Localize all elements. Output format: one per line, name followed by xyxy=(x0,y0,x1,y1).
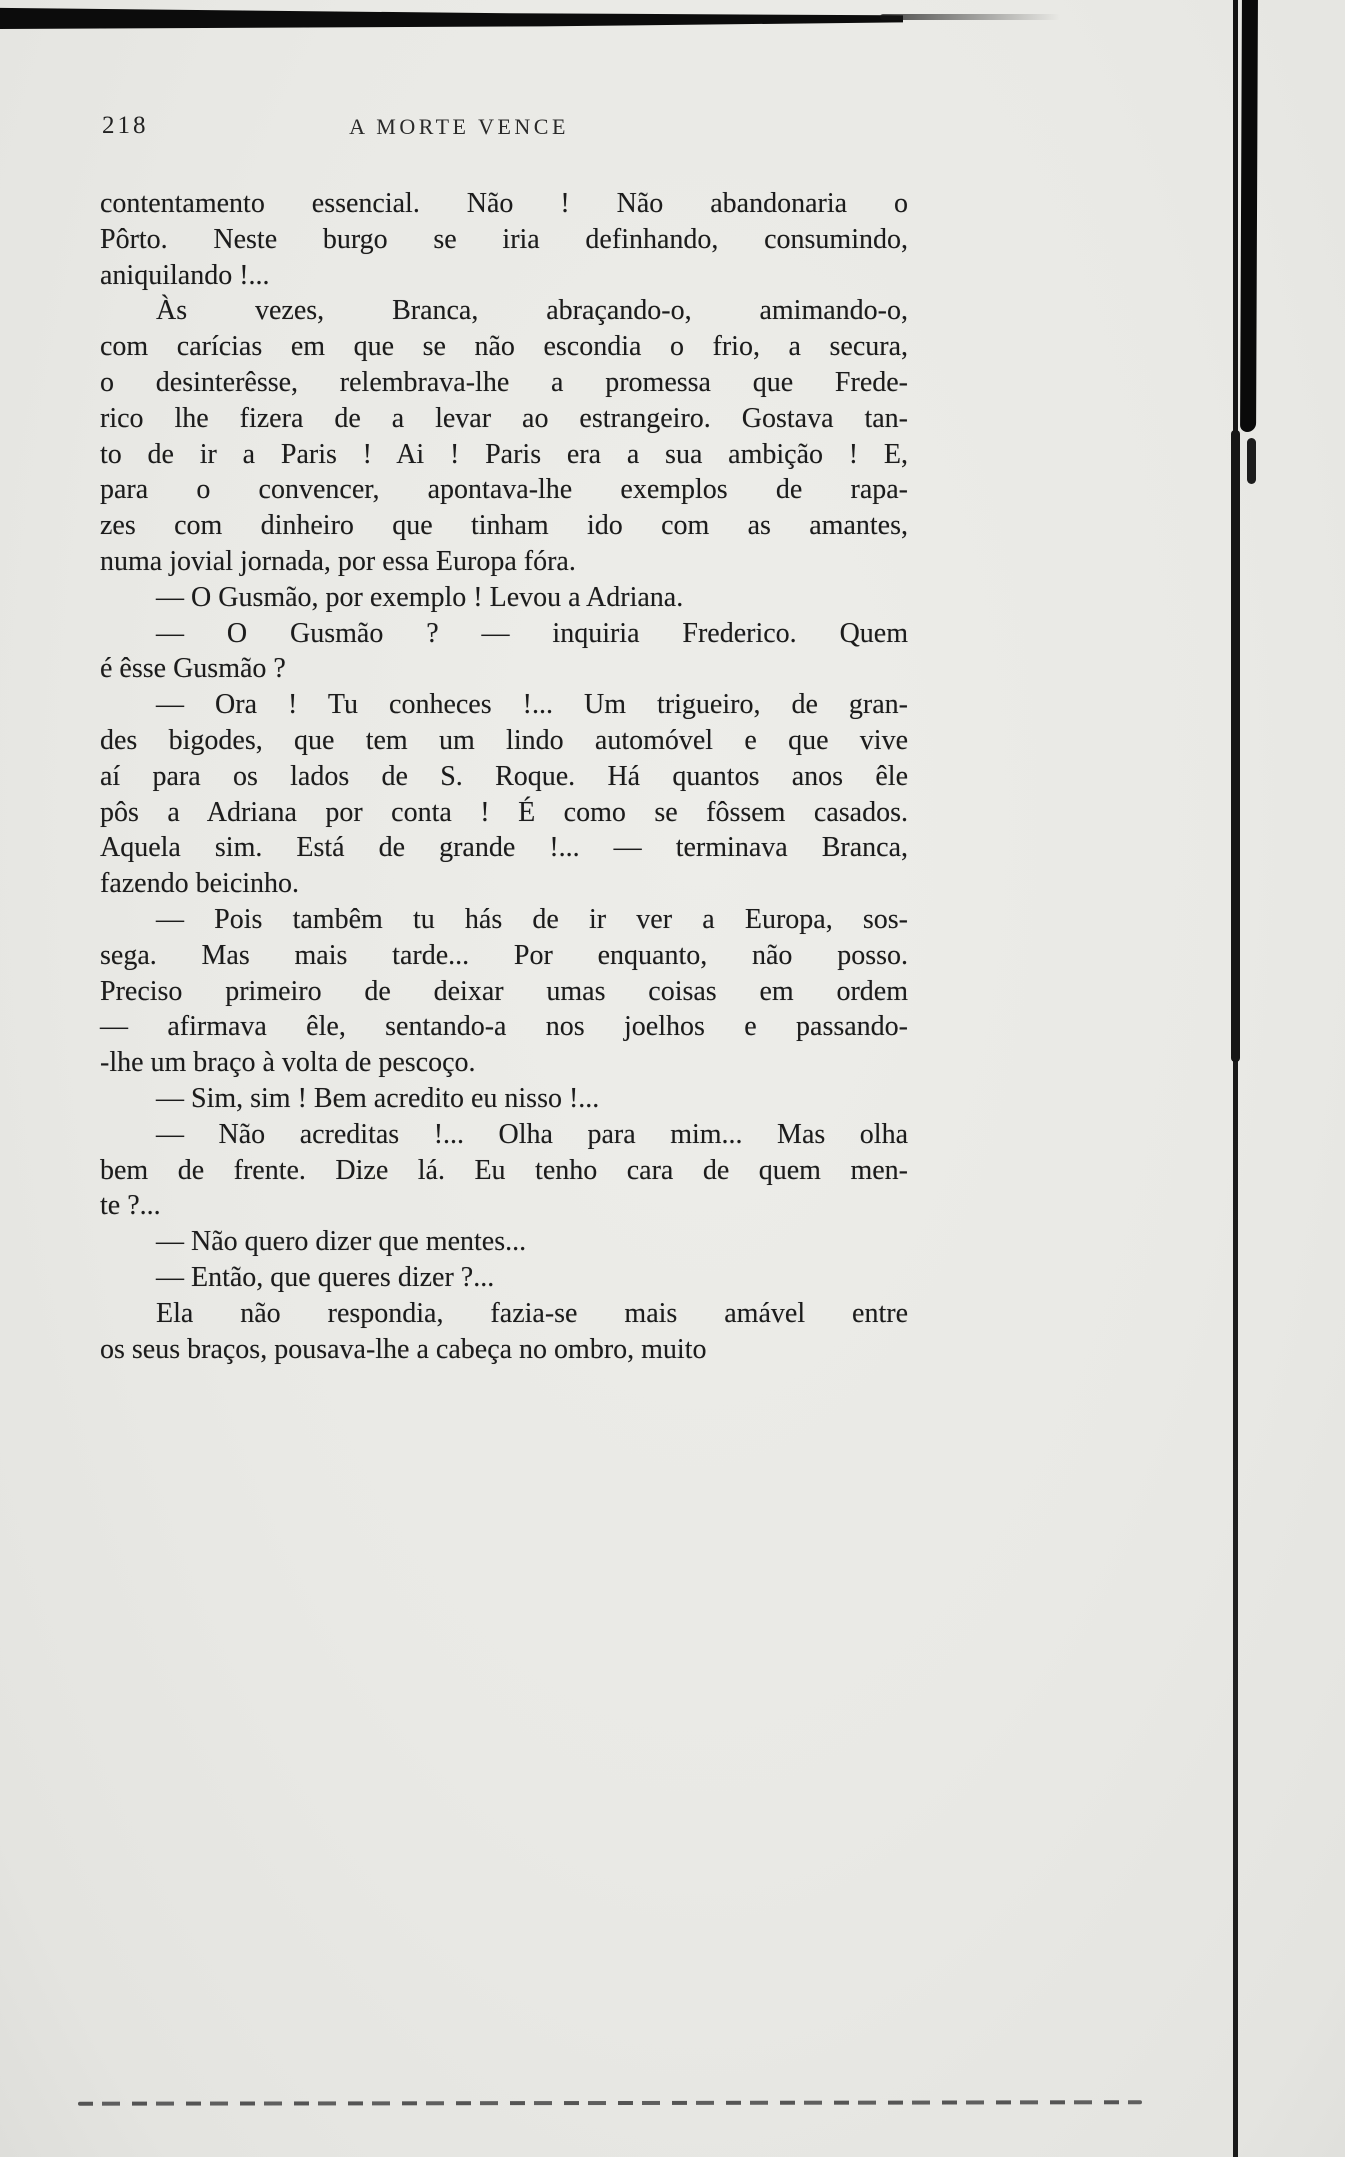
text-line: — Ora ! Tu conheces !... Um trigueiro, de gran- xyxy=(156,689,908,721)
text-line: -lhe um braço à volta de pescoço. xyxy=(100,1047,476,1079)
paragraph xyxy=(100,616,908,688)
paragraph xyxy=(100,1260,908,1296)
text-line: Ela não respondia, fazia-se mais amável entre xyxy=(156,1297,908,1329)
text-line: des bigodes, que tem um lindo automóvel e que vive xyxy=(100,724,908,756)
text-line: rico lhe fizera de a levar ao estrangeiro. Gostava tan- xyxy=(100,402,908,434)
scan-right-binding-shadow-mid xyxy=(1231,430,1240,1062)
paragraph xyxy=(100,1117,908,1224)
paragraph xyxy=(100,687,908,902)
text-line: zes com dinheiro que tinham ido com as amantes, xyxy=(100,510,908,542)
scan-right-ink-blob xyxy=(1247,438,1256,484)
text-line: aí para os lados de S. Roque. Há quantos anos êle xyxy=(100,760,908,792)
scan-right-edge-line xyxy=(1233,0,1238,2157)
text-line: Pôrto. Neste burgo se iria definhando, consumindo, xyxy=(100,223,908,255)
scan-top-edge-fade xyxy=(880,14,1060,20)
text-line: numa jovial jornada, por essa Europa fóra. xyxy=(100,545,576,577)
text-line: bem de frente. Dize lá. Eu tenho cara de quem men- xyxy=(100,1154,908,1186)
paragraph xyxy=(100,580,908,616)
text-line: — Não acreditas !... Olha para mim... Mas olha xyxy=(156,1118,908,1150)
text-line: contentamento essencial. Não ! Não abandonaria o xyxy=(100,188,908,219)
text-line: pôs a Adriana por conta ! É como se fôssem casados. xyxy=(100,796,908,828)
text-line: fazendo beicinho. xyxy=(100,868,300,900)
text-line: Aquela sim. Está de grande !... — terminava Branca, xyxy=(100,832,908,864)
text-line: Às vezes, Branca, abraçando-o, amimando-o, xyxy=(156,295,908,327)
running-title: A MORTE VENCE xyxy=(349,114,569,139)
paragraph xyxy=(100,1296,908,1368)
text-line: te ?... xyxy=(100,1190,161,1222)
text-line: — O Gusmão ? — inquiria Frederico. Quem xyxy=(156,617,908,649)
text-line: aniquilando !... xyxy=(100,259,270,291)
paragraph xyxy=(100,1081,908,1117)
paragraph xyxy=(100,186,908,293)
text-line: — Pois tambêm tu hás de ir ver a Europa, sos- xyxy=(156,903,908,935)
paragraph xyxy=(100,1224,908,1260)
text-line: sega. Mas mais tarde... Por enquanto, não posso. xyxy=(100,939,908,971)
page-header xyxy=(100,112,908,146)
text-line: — Sim, sim ! Bem acredito eu nisso !... xyxy=(156,1082,600,1114)
scan-top-edge-artifact xyxy=(0,7,903,29)
text-line: para o convencer, apontava-lhe exemplos de rapa- xyxy=(100,474,908,506)
text-line: to de ir a Paris ! Ai ! Paris era a sua ambição ! E, xyxy=(100,438,908,470)
page-number: 218 xyxy=(102,112,149,139)
text-line: Preciso primeiro de deixar umas coisas em ordem xyxy=(100,975,908,1007)
text-line: o desinterêsse, relembrava-lhe a promessa que Frede- xyxy=(100,366,908,398)
text-line: os seus braços, pousava-lhe a cabeça no ombro, muito xyxy=(100,1333,707,1365)
text-line: é êsse Gusmão ? xyxy=(100,653,286,685)
text-line: — Então, que queres dizer ?... xyxy=(156,1261,495,1293)
text-line: — O Gusmão, por exemplo ! Levou a Adriana. xyxy=(156,581,684,613)
scan-right-binding-shadow xyxy=(1240,0,1258,432)
text-line: — Não quero dizer que mentes... xyxy=(156,1226,527,1258)
text-block xyxy=(100,186,908,1367)
text-line: — afirmava êle, sentando-a nos joelhos e passando- xyxy=(100,1011,908,1043)
paragraph xyxy=(100,902,908,1081)
paragraph xyxy=(100,293,908,579)
scan-bottom-dashed-line xyxy=(78,2100,1142,2105)
text-line: com carícias em que se não escondia o frio, a secura, xyxy=(100,331,908,363)
